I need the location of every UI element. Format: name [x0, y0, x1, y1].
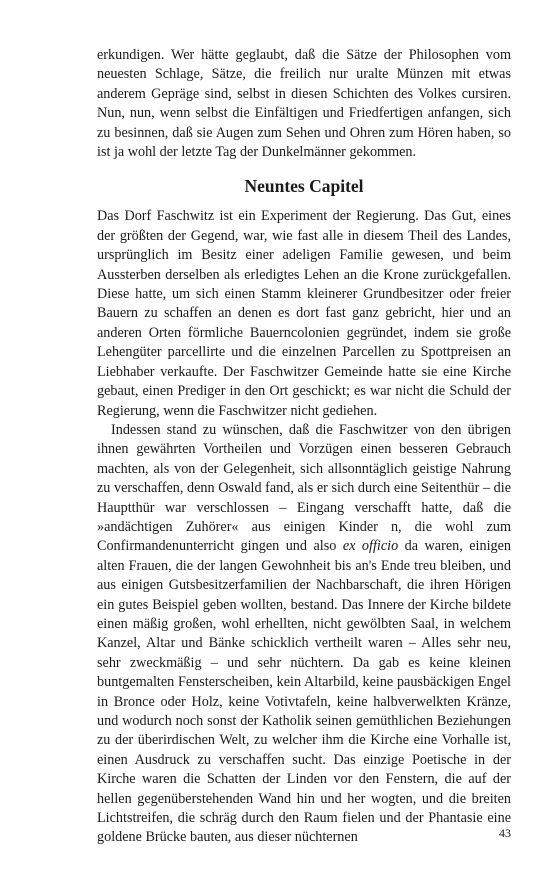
- chapter-title: Neuntes Capitel: [244, 176, 364, 197]
- paragraph-church-end: da waren, einigen alten Frauen, die der langen Gewohnheit bis an's Ende treu bleiben, und aus einigen Gutsbesitzerfamilien der Nachbarschaft, die ihren Hörigen ein gutes Beispiel geben wollten, bestand. Das Innere der Kirche bildete einen mäßig großen, wohl erhellten, nicht gewölbten Saal, in welchem Kanzel, Altar und Bänke schicklich vertheilt waren – Alles sehr neu, sehr zweckmäßig – und sehr nüchtern. Da gab es keine kleinen buntgemalten Fensterscheiben, kein Altarbild, keine pausbäckigen Engel in Bronce oder Holz, keine Votivtafeln, keine halbverwelkten Kränze, und wodurch noch sonst der Katholik seinen gemüthlichen Beziehungen zu der überirdischen Welt, zu welcher ihm die Kirche eine Vorhalle ist, einen Ausdruck zu verschaffen sucht. Das einzige Poetische in der Kirche waren die Schatten der Linden vor den Fenstern, die auf der hellen gegenüberstehenden Wand hin und her wogten, und die breiten Lichtstreifen, die schräg durch den Raum fielen und der Phantasie eine goldene Brücke bauten, aus dieser nüchternen: [97, 538, 512, 846]
- book-page: [97, 46, 511, 848]
- paragraph-church-start: Indessen stand zu wünschen, daß die Faschwitzer von den übrigen ihnen gewährten Vortheilen und Vorzügen einen besseren Gebrauch machten, als von der Gelegenheit, sich allsonntäglich geistige Nahrung zu verschaffen, denn Oswald fand, als er sich durch eine Seitenthür – die Hauptthür war verschlossen – Eingang verschafft hatte, daß die »andächtigen Zuhörer« aus einigen Kinder n, die wohl zum Confirmandenunterricht gingen und also: [97, 421, 511, 555]
- paragraph-church: [97, 421, 511, 848]
- opening-paragraph: erkundigen. Wer hätte geglaubt, daß die Sätze der Philosophen vom neuesten Schlage, Sätze, die freilich nur uralte Münzen mit etwas anderem Gepräge sind, selbst in diesen Schichten des Volkes cursiren. Nun, nun, wenn selbst die Einfältigen und Friedfertigen anfangen, sich zu besinnen, daß sie Augen zum Sehen und Ohren zum Hören haben, so ist ja wohl der letzte Tag der Dunkelmänner gekommen.: [97, 47, 511, 161]
- latin-phrase: ex officio: [342, 538, 399, 555]
- paragraph-faschwitz: Das Dorf Faschwitz ist ein Experiment der Regierung. Das Gut, eines der größten der Gegend, war, wie fast alle in diesem Theil des Landes, ursprünglich im Besitz einer adeligen Familie gewesen, und beim Aussterben derselben als erledigtes Lehen an die Krone zurückgefallen. Diese hatte, um sich einen Stamm kleinerer Grundbesitzer oder freier Bauern zu schaffen an denen es dort fast ganz gebricht, hier und an anderen Orten förmliche Bauerncolonien gegründet, indem sie große Lehengüter parcellirte und die einzelnen Parcellen zu Spottpreisen an Liebhaber verkaufte. Der Faschwitzer Gemeinde hatte sie eine Kirche gebaut, einen Prediger in den Ort geschickt; es war nicht die Schuld der Regierung, wenn die Faschwitzer nicht gediehen.: [97, 208, 511, 419]
- page-number: 43: [499, 826, 511, 840]
